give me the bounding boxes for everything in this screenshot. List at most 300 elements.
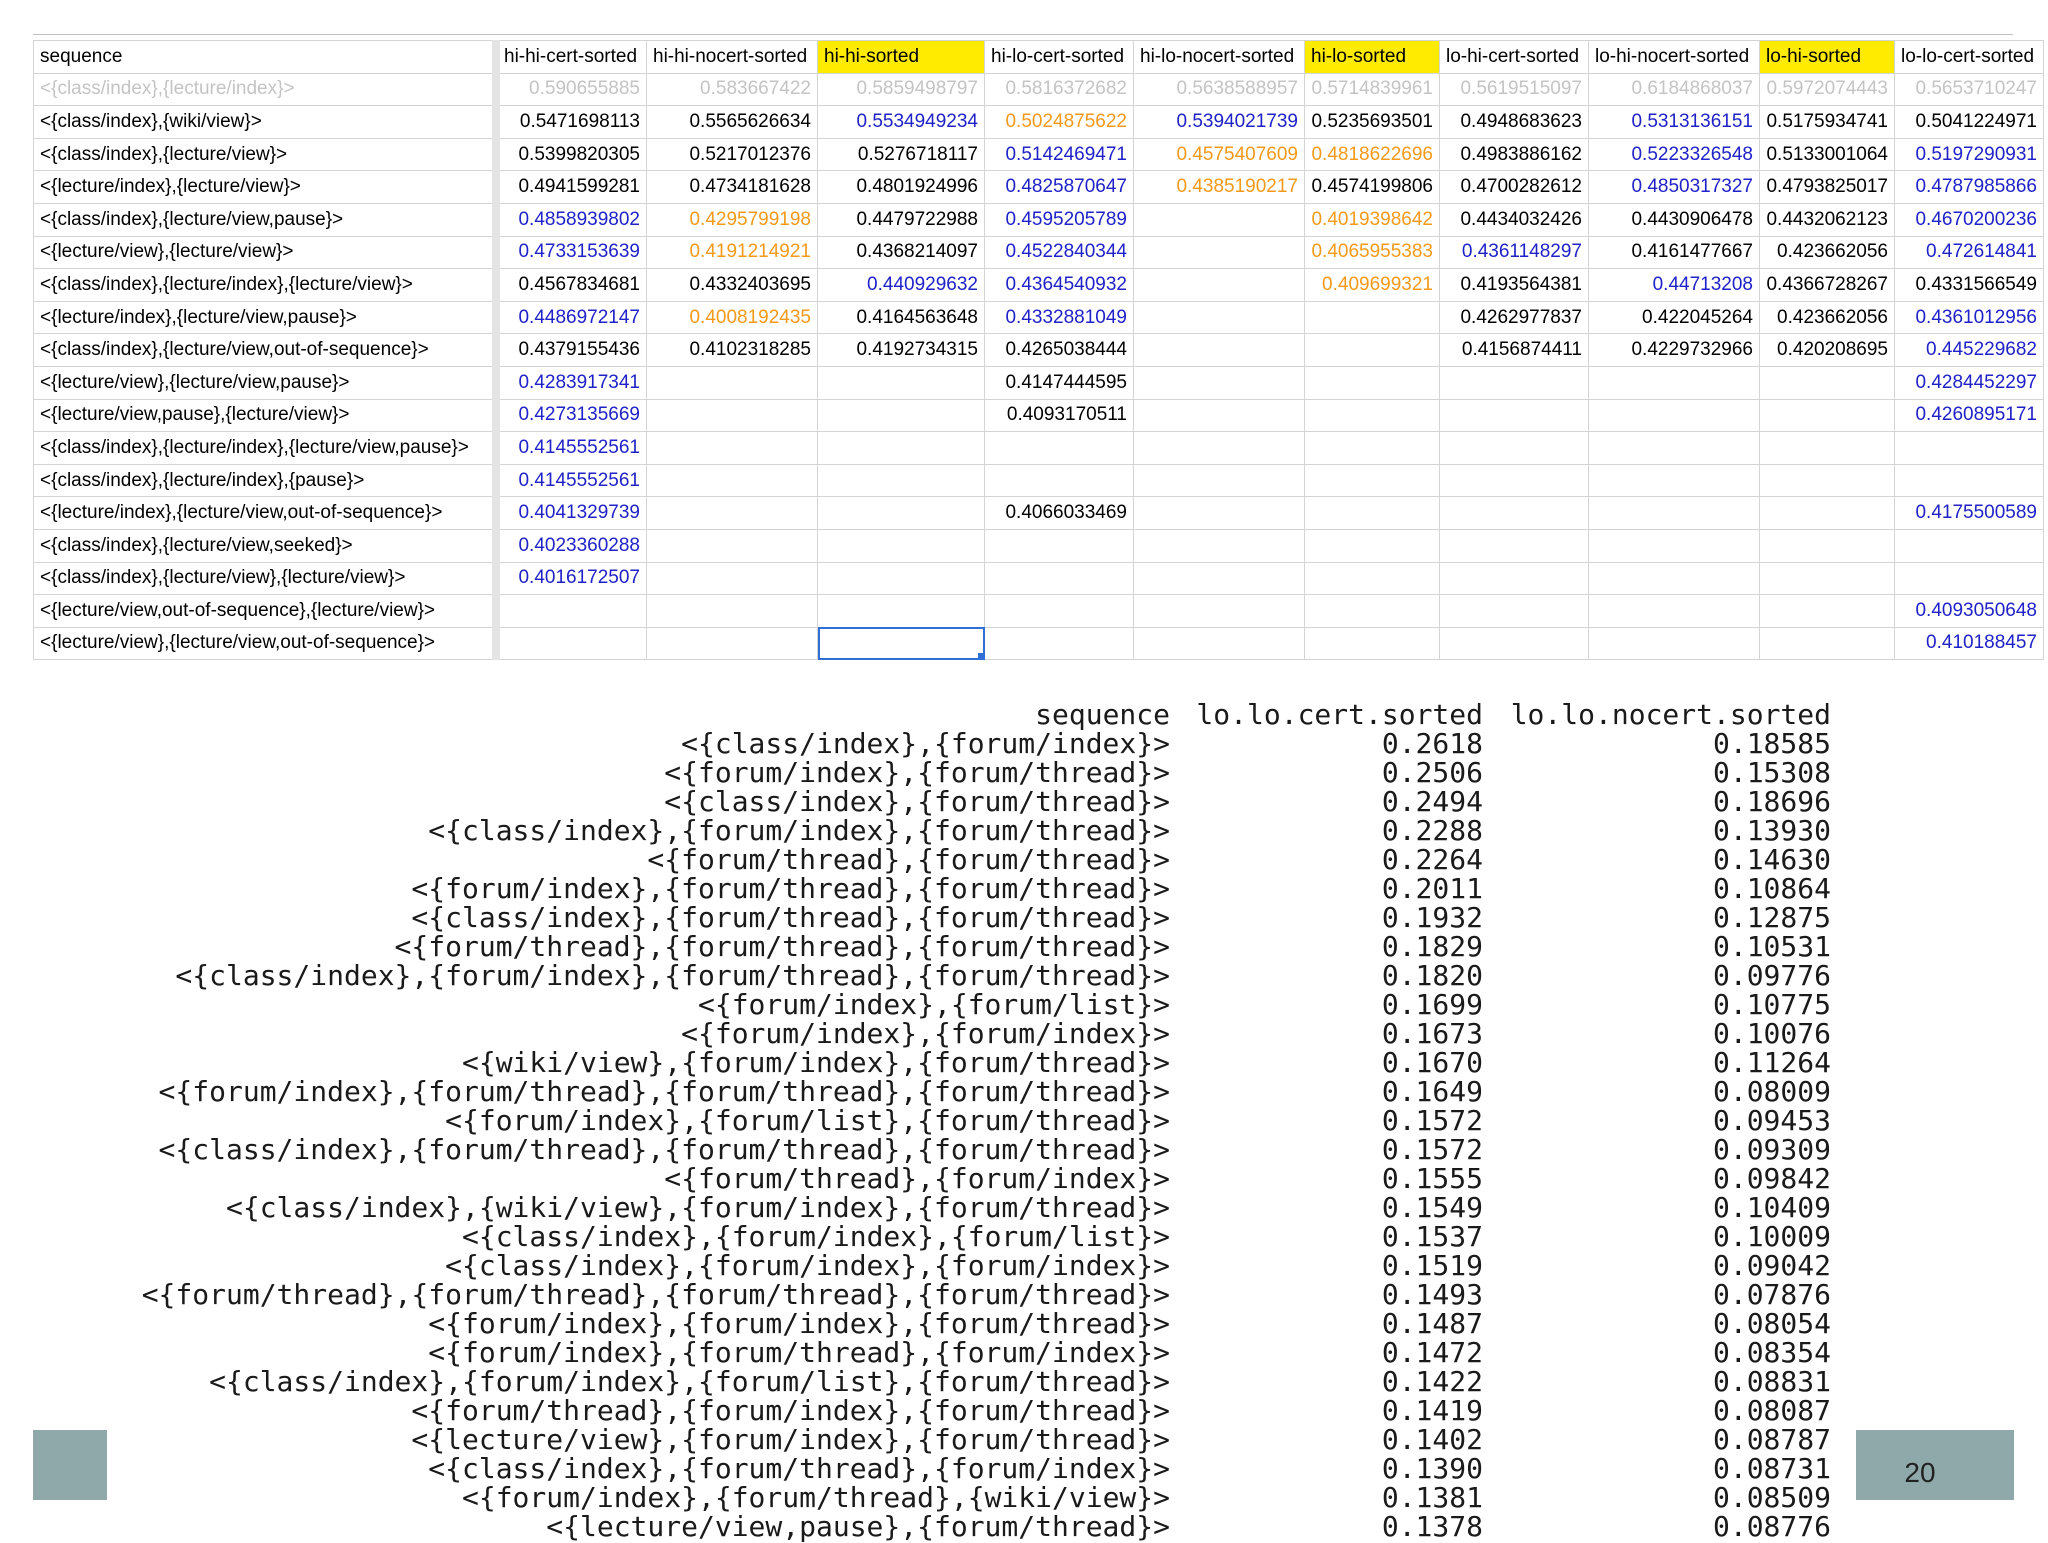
value-cell[interactable]: 0.4156874411 xyxy=(1440,334,1589,367)
value-cell[interactable]: 0.4948683623 xyxy=(1440,106,1589,139)
r-sequence: <{forum/thread},{forum/thread},{forum/thread}> xyxy=(394,930,1170,963)
r-value: 0.1932 xyxy=(1381,901,1483,934)
value-cell[interactable]: 0.5197290931 xyxy=(1895,138,2044,171)
value-cell[interactable]: 0.4191214921 xyxy=(647,236,818,269)
value-cell[interactable] xyxy=(1134,497,1305,530)
value-cell[interactable]: 0.5223326548 xyxy=(1589,138,1760,171)
value-cell[interactable] xyxy=(647,432,818,465)
value-cell[interactable] xyxy=(1134,432,1305,465)
value-cell[interactable] xyxy=(1134,595,1305,628)
value-cell[interactable] xyxy=(1134,334,1305,367)
sequence-cell[interactable]: <{lecture/index},{lecture/view,pause}> xyxy=(34,301,498,334)
value-cell[interactable] xyxy=(985,529,1134,562)
value-cell[interactable]: 0.4102318285 xyxy=(647,334,818,367)
value-cell[interactable] xyxy=(1440,399,1589,432)
value-cell[interactable]: 0.4093170511 xyxy=(985,399,1134,432)
value-cell[interactable] xyxy=(818,562,985,595)
sequence-cell[interactable]: <{lecture/view},{lecture/view,out-of-sequence}> xyxy=(34,627,498,660)
r-sequence: <{forum/index},{forum/list},{forum/thread}> xyxy=(445,1104,1170,1137)
value-cell[interactable] xyxy=(1440,627,1589,660)
r-value: 0.1572 xyxy=(1381,1133,1483,1166)
value-cell[interactable] xyxy=(1134,366,1305,399)
r-sequence: <{class/index},{forum/index},{forum/thread},{forum/thread}> xyxy=(175,959,1170,992)
value-cell[interactable]: 0.4273135669 xyxy=(498,399,647,432)
table-row xyxy=(34,432,2044,465)
r-output-row xyxy=(0,1048,2048,1077)
value-cell[interactable] xyxy=(1134,562,1305,595)
value-cell[interactable]: 0.5714839961 xyxy=(1305,73,1440,106)
value-cell[interactable]: 0.4983886162 xyxy=(1440,138,1589,171)
value-cell[interactable]: 0.4801924996 xyxy=(818,171,985,204)
table-row xyxy=(34,236,2044,269)
value-cell[interactable] xyxy=(1305,432,1440,465)
r-value: 0.1673 xyxy=(1381,1017,1483,1050)
r-sequence: <{forum/index},{forum/index},{forum/thread}> xyxy=(428,1307,1170,1340)
value-cell[interactable] xyxy=(1589,399,1760,432)
r-sequence: <{class/index},{forum/thread},{forum/index}> xyxy=(428,1452,1170,1485)
value-cell[interactable] xyxy=(1440,464,1589,497)
value-cell[interactable]: 0.5399820305 xyxy=(498,138,647,171)
sequence-cell[interactable]: <{lecture/view,pause},{lecture/view}> xyxy=(34,399,498,432)
r-output-row xyxy=(0,961,2048,990)
value-cell[interactable]: 0.4023360288 xyxy=(498,529,647,562)
value-cell[interactable]: 0.5217012376 xyxy=(647,138,818,171)
value-cell[interactable]: 0.4283917341 xyxy=(498,366,647,399)
value-cell[interactable]: 0.4265038444 xyxy=(985,334,1134,367)
value-cell[interactable] xyxy=(1895,432,2044,465)
r-value: 0.1419 xyxy=(1381,1394,1483,1427)
value-cell[interactable]: 0.440929632 xyxy=(818,269,985,302)
value-cell[interactable] xyxy=(818,399,985,432)
r-output-row xyxy=(0,845,2048,874)
r-sequence: <{class/index},{wiki/view},{forum/index},{forum/thread}> xyxy=(225,1191,1170,1224)
value-cell[interactable]: 0.5175934741 xyxy=(1760,106,1895,139)
value-cell[interactable]: 0.4161477667 xyxy=(1589,236,1760,269)
r-value: 0.2011 xyxy=(1381,872,1483,905)
r-sequence: <{wiki/view},{forum/index},{forum/thread}> xyxy=(461,1046,1170,1079)
table-row xyxy=(34,529,2044,562)
value-cell[interactable]: 0.4019398642 xyxy=(1305,203,1440,236)
value-cell[interactable]: 0.4379155436 xyxy=(498,334,647,367)
r-value: 0.08354 xyxy=(1712,1336,1831,1369)
table-row xyxy=(34,138,2044,171)
value-cell[interactable] xyxy=(1440,432,1589,465)
value-cell[interactable] xyxy=(1440,366,1589,399)
r-output-row xyxy=(0,1396,2048,1425)
value-cell[interactable]: 0.410188457 xyxy=(1895,627,2044,660)
value-cell[interactable] xyxy=(1760,464,1895,497)
value-cell[interactable]: 0.422045264 xyxy=(1589,301,1760,334)
value-cell[interactable]: 0.5653710247 xyxy=(1895,73,2044,106)
column-header[interactable]: lo-hi-sorted xyxy=(1760,41,1895,74)
value-cell[interactable]: 0.4825870647 xyxy=(985,171,1134,204)
r-value: 0.1572 xyxy=(1381,1104,1483,1137)
sequence-cell[interactable]: <{class/index},{lecture/view,seeked}> xyxy=(34,529,498,562)
r-output-row xyxy=(0,1280,2048,1309)
table-row xyxy=(34,497,2044,530)
table-row xyxy=(34,627,2044,660)
value-cell[interactable] xyxy=(818,432,985,465)
value-cell[interactable] xyxy=(647,464,818,497)
value-cell[interactable]: 0.4361148297 xyxy=(1440,236,1589,269)
value-cell[interactable] xyxy=(818,464,985,497)
value-cell[interactable]: 0.5859498797 xyxy=(818,73,985,106)
r-column-header: sequence xyxy=(1035,698,1170,731)
sequence-cell[interactable]: <{class/index},{lecture/index},{lecture/view,pause}> xyxy=(34,432,498,465)
r-value: 0.09309 xyxy=(1712,1133,1831,1166)
value-cell[interactable] xyxy=(985,627,1134,660)
value-cell[interactable]: 0.4164563648 xyxy=(818,301,985,334)
value-cell[interactable]: 0.409699321 xyxy=(1305,269,1440,302)
r-value: 0.10009 xyxy=(1712,1220,1831,1253)
value-cell[interactable]: 0.4670200236 xyxy=(1895,203,2044,236)
value-cell[interactable]: 0.5565626634 xyxy=(647,106,818,139)
value-cell[interactable]: 0.590655885 xyxy=(498,73,647,106)
value-cell[interactable]: 0.4332881049 xyxy=(985,301,1134,334)
header-row xyxy=(34,41,2044,74)
r-sequence: <{class/index},{forum/index},{forum/list}> xyxy=(461,1220,1170,1253)
frozen-column-divider xyxy=(492,40,500,660)
value-cell[interactable] xyxy=(1305,595,1440,628)
r-value: 0.08776 xyxy=(1712,1510,1831,1543)
value-cell[interactable]: 0.472614841 xyxy=(1895,236,2044,269)
value-cell[interactable]: 0.4364540932 xyxy=(985,269,1134,302)
column-header[interactable]: hi-lo-nocert-sorted xyxy=(1134,41,1305,74)
spreadsheet-table xyxy=(33,40,2044,660)
r-sequence: <{class/index},{forum/index}> xyxy=(681,727,1170,760)
value-cell[interactable] xyxy=(1305,399,1440,432)
value-cell[interactable]: 0.5816372682 xyxy=(985,73,1134,106)
value-cell[interactable]: 0.423662056 xyxy=(1760,301,1895,334)
sequence-cell[interactable]: <{lecture/view,out-of-sequence},{lecture/view}> xyxy=(34,595,498,628)
r-sequence: <{forum/index},{forum/thread},{forum/thread},{forum/thread}> xyxy=(158,1075,1170,1108)
value-cell[interactable] xyxy=(1440,497,1589,530)
value-cell[interactable] xyxy=(647,366,818,399)
value-cell[interactable]: 0.4787985866 xyxy=(1895,171,2044,204)
sequence-cell[interactable]: <{lecture/view},{lecture/view}> xyxy=(34,236,498,269)
r-output-row xyxy=(0,1454,2048,1483)
value-cell[interactable]: 0.5276718117 xyxy=(818,138,985,171)
value-cell[interactable] xyxy=(1440,595,1589,628)
r-sequence: <{forum/index},{forum/index}> xyxy=(681,1017,1170,1050)
r-output-row xyxy=(0,1512,2048,1541)
r-value: 0.08831 xyxy=(1712,1365,1831,1398)
value-cell[interactable] xyxy=(1440,562,1589,595)
r-value: 0.08787 xyxy=(1712,1423,1831,1456)
column-header[interactable]: sequence xyxy=(34,41,498,74)
value-cell[interactable] xyxy=(1760,627,1895,660)
value-cell[interactable] xyxy=(647,562,818,595)
value-cell[interactable]: 0.5133001064 xyxy=(1760,138,1895,171)
value-cell[interactable]: 0.4941599281 xyxy=(498,171,647,204)
value-cell[interactable]: 0.6184868037 xyxy=(1589,73,1760,106)
value-cell[interactable]: 0.4147444595 xyxy=(985,366,1134,399)
value-cell[interactable]: 0.4295799198 xyxy=(647,203,818,236)
value-cell[interactable] xyxy=(1305,464,1440,497)
value-cell[interactable] xyxy=(647,595,818,628)
value-cell[interactable]: 0.4733153639 xyxy=(498,236,647,269)
table-row xyxy=(34,464,2044,497)
value-cell[interactable]: 0.5394021739 xyxy=(1134,106,1305,139)
value-cell[interactable]: 0.4016172507 xyxy=(498,562,647,595)
value-cell[interactable]: 0.423662056 xyxy=(1760,236,1895,269)
r-value: 0.1670 xyxy=(1381,1046,1483,1079)
value-cell[interactable]: 0.4008192435 xyxy=(647,301,818,334)
value-cell[interactable] xyxy=(818,595,985,628)
r-value: 0.1649 xyxy=(1381,1075,1483,1108)
value-cell[interactable] xyxy=(1760,529,1895,562)
value-cell[interactable] xyxy=(1305,334,1440,367)
sequence-cell[interactable]: <{class/index},{lecture/view,pause}> xyxy=(34,203,498,236)
table-row xyxy=(34,366,2044,399)
value-cell[interactable] xyxy=(1589,497,1760,530)
value-cell[interactable]: 0.4432062123 xyxy=(1760,203,1895,236)
r-value: 0.1829 xyxy=(1381,930,1483,963)
r-value: 0.09453 xyxy=(1712,1104,1831,1137)
value-cell[interactable] xyxy=(1895,562,2044,595)
value-cell[interactable] xyxy=(498,627,647,660)
value-cell[interactable]: 0.4434032426 xyxy=(1440,203,1589,236)
r-value: 0.1549 xyxy=(1381,1191,1483,1224)
value-cell[interactable] xyxy=(1760,595,1895,628)
value-cell[interactable] xyxy=(1305,366,1440,399)
value-cell[interactable] xyxy=(985,562,1134,595)
value-cell[interactable]: 0.5024875622 xyxy=(985,106,1134,139)
value-cell[interactable]: 0.4262977837 xyxy=(1440,301,1589,334)
value-cell[interactable]: 0.4284452297 xyxy=(1895,366,2044,399)
value-cell[interactable] xyxy=(985,464,1134,497)
r-value: 0.10076 xyxy=(1712,1017,1831,1050)
value-cell[interactable] xyxy=(1589,562,1760,595)
r-value: 0.1378 xyxy=(1381,1510,1483,1543)
value-cell[interactable] xyxy=(498,595,647,628)
table-row xyxy=(34,269,2044,302)
value-cell[interactable]: 0.4331566549 xyxy=(1895,269,2044,302)
value-cell[interactable] xyxy=(985,595,1134,628)
value-cell[interactable] xyxy=(1440,529,1589,562)
value-cell[interactable]: 0.4145552561 xyxy=(498,432,647,465)
value-cell[interactable] xyxy=(1134,301,1305,334)
value-cell[interactable] xyxy=(818,529,985,562)
column-header[interactable]: hi-lo-sorted xyxy=(1305,41,1440,74)
value-cell[interactable]: 0.4093050648 xyxy=(1895,595,2044,628)
sequence-cell[interactable]: <{class/index},{lecture/view},{lecture/view}> xyxy=(34,562,498,595)
value-cell[interactable]: 0.4066033469 xyxy=(985,497,1134,530)
value-cell[interactable]: 0.4575407609 xyxy=(1134,138,1305,171)
value-cell[interactable]: 0.4567834681 xyxy=(498,269,647,302)
sequence-cell[interactable]: <{lecture/index},{lecture/view,out-of-sequence}> xyxy=(34,497,498,530)
value-cell[interactable]: 0.4850317327 xyxy=(1589,171,1760,204)
r-value: 0.08731 xyxy=(1712,1452,1831,1485)
value-cell[interactable] xyxy=(1589,529,1760,562)
value-cell[interactable] xyxy=(1305,562,1440,595)
sequence-cell[interactable]: <{class/index},{wiki/view}> xyxy=(34,106,498,139)
r-value: 0.1519 xyxy=(1381,1249,1483,1282)
value-cell[interactable]: 0.4332403695 xyxy=(647,269,818,302)
value-cell[interactable]: 0.4700282612 xyxy=(1440,171,1589,204)
value-cell[interactable]: 0.4229732966 xyxy=(1589,334,1760,367)
r-value: 0.10775 xyxy=(1712,988,1831,1021)
value-cell[interactable] xyxy=(1589,595,1760,628)
table-row xyxy=(34,203,2044,236)
value-cell[interactable] xyxy=(1134,203,1305,236)
value-cell[interactable] xyxy=(1134,269,1305,302)
r-output-row xyxy=(0,1106,2048,1135)
value-cell[interactable] xyxy=(1895,529,2044,562)
r-column-header: lo.lo.cert.sorted xyxy=(1196,698,1483,731)
value-cell[interactable] xyxy=(647,497,818,530)
value-cell[interactable]: 0.4041329739 xyxy=(498,497,647,530)
slide-page-number: 20 xyxy=(1904,1457,1936,1488)
value-cell[interactable]: 0.4145552561 xyxy=(498,464,647,497)
r-sequence: <{forum/index},{forum/list}> xyxy=(697,988,1170,1021)
value-cell[interactable]: 0.4858939802 xyxy=(498,203,647,236)
r-output-row xyxy=(0,758,2048,787)
column-header[interactable]: hi-lo-cert-sorted xyxy=(985,41,1134,74)
r-sequence: <{class/index},{forum/index},{forum/thread}> xyxy=(428,814,1170,847)
value-cell[interactable]: 0.5142469471 xyxy=(985,138,1134,171)
value-cell[interactable] xyxy=(818,366,985,399)
r-value: 0.1402 xyxy=(1381,1423,1483,1456)
value-cell[interactable]: 0.4522840344 xyxy=(985,236,1134,269)
column-header[interactable]: hi-hi-nocert-sorted xyxy=(647,41,818,74)
value-cell[interactable]: 0.4361012956 xyxy=(1895,301,2044,334)
r-value: 0.1390 xyxy=(1381,1452,1483,1485)
value-cell[interactable]: 0.4192734315 xyxy=(818,334,985,367)
value-cell[interactable]: 0.44713208 xyxy=(1589,269,1760,302)
value-cell[interactable] xyxy=(818,627,985,660)
r-value: 0.2618 xyxy=(1381,727,1483,760)
sequence-cell[interactable]: <{class/index},{lecture/view}> xyxy=(34,138,498,171)
value-cell[interactable]: 0.5471698113 xyxy=(498,106,647,139)
value-cell[interactable]: 0.5638588957 xyxy=(1134,73,1305,106)
value-cell[interactable]: 0.5619515097 xyxy=(1440,73,1589,106)
value-cell[interactable]: 0.4595205789 xyxy=(985,203,1134,236)
r-header-row xyxy=(0,700,2048,729)
value-cell[interactable] xyxy=(1134,236,1305,269)
value-cell[interactable]: 0.4193564381 xyxy=(1440,269,1589,302)
value-cell[interactable] xyxy=(1134,529,1305,562)
r-value: 0.1472 xyxy=(1381,1336,1483,1369)
r-sequence: <{forum/thread},{forum/thread}> xyxy=(647,843,1170,876)
value-cell[interactable]: 0.5235693501 xyxy=(1305,106,1440,139)
value-cell[interactable]: 0.4430906478 xyxy=(1589,203,1760,236)
r-value: 0.08054 xyxy=(1712,1307,1831,1340)
sequence-cell[interactable]: <{class/index},{lecture/index}> xyxy=(34,73,498,106)
sequence-cell[interactable]: <{class/index},{lecture/view,out-of-sequence}> xyxy=(34,334,498,367)
column-header[interactable]: hi-hi-sorted xyxy=(818,41,985,74)
value-cell[interactable] xyxy=(1589,366,1760,399)
r-output-row xyxy=(0,874,2048,903)
value-cell[interactable] xyxy=(818,497,985,530)
value-cell[interactable] xyxy=(647,627,818,660)
spreadsheet-top-border xyxy=(33,34,2013,39)
r-sequence: <{lecture/view,pause},{forum/thread}> xyxy=(546,1510,1170,1543)
table-row xyxy=(34,301,2044,334)
r-value: 0.15308 xyxy=(1712,756,1831,789)
value-cell[interactable]: 0.583667422 xyxy=(647,73,818,106)
sequence-cell[interactable]: <{class/index},{lecture/index},{pause}> xyxy=(34,464,498,497)
table-row xyxy=(34,334,2044,367)
r-output-row xyxy=(0,932,2048,961)
sequence-cell[interactable]: <{lecture/index},{lecture/view}> xyxy=(34,171,498,204)
value-cell[interactable]: 0.5313136151 xyxy=(1589,106,1760,139)
r-value: 0.2264 xyxy=(1381,843,1483,876)
r-output-row xyxy=(0,1251,2048,1280)
value-cell[interactable] xyxy=(1305,301,1440,334)
r-output-row xyxy=(0,729,2048,758)
r-value: 0.12875 xyxy=(1712,901,1831,934)
value-cell[interactable] xyxy=(1305,529,1440,562)
column-header[interactable]: lo-hi-nocert-sorted xyxy=(1589,41,1760,74)
r-value: 0.08009 xyxy=(1712,1075,1831,1108)
column-header[interactable]: hi-hi-cert-sorted xyxy=(498,41,647,74)
sequence-cell[interactable]: <{class/index},{lecture/index},{lecture/view}> xyxy=(34,269,498,302)
value-cell[interactable] xyxy=(1895,464,2044,497)
value-cell[interactable]: 0.4818622696 xyxy=(1305,138,1440,171)
value-cell[interactable] xyxy=(985,432,1134,465)
r-value: 0.1381 xyxy=(1381,1481,1483,1514)
value-cell[interactable] xyxy=(647,399,818,432)
r-output-row xyxy=(0,1019,2048,1048)
value-cell[interactable]: 0.4175500589 xyxy=(1895,497,2044,530)
value-cell[interactable]: 0.4734181628 xyxy=(647,171,818,204)
r-value: 0.1493 xyxy=(1381,1278,1483,1311)
column-header[interactable]: lo-hi-cert-sorted xyxy=(1440,41,1589,74)
value-cell[interactable] xyxy=(647,529,818,562)
value-cell[interactable]: 0.420208695 xyxy=(1760,334,1895,367)
value-cell[interactable]: 0.4368214097 xyxy=(818,236,985,269)
r-sequence: <{forum/thread},{forum/thread},{forum/thread},{forum/thread}> xyxy=(141,1278,1170,1311)
value-cell[interactable]: 0.4366728267 xyxy=(1760,269,1895,302)
value-cell[interactable]: 0.4260895171 xyxy=(1895,399,2044,432)
value-cell[interactable] xyxy=(1760,562,1895,595)
value-cell[interactable] xyxy=(1305,497,1440,530)
column-header[interactable]: lo-lo-cert-sorted xyxy=(1895,41,2044,74)
value-cell[interactable]: 0.4793825017 xyxy=(1760,171,1895,204)
value-cell[interactable] xyxy=(1760,497,1895,530)
value-cell[interactable] xyxy=(1760,366,1895,399)
value-cell[interactable] xyxy=(1760,399,1895,432)
value-cell[interactable] xyxy=(1760,432,1895,465)
value-cell[interactable] xyxy=(1305,627,1440,660)
value-cell[interactable]: 0.4065955383 xyxy=(1305,236,1440,269)
value-cell[interactable] xyxy=(1134,399,1305,432)
value-cell[interactable] xyxy=(1134,627,1305,660)
value-cell[interactable]: 0.4385190217 xyxy=(1134,171,1305,204)
value-cell[interactable]: 0.5041224971 xyxy=(1895,106,2044,139)
value-cell[interactable]: 0.4479722988 xyxy=(818,203,985,236)
r-sequence: <{forum/thread},{forum/index},{forum/thread}> xyxy=(411,1394,1170,1427)
value-cell[interactable] xyxy=(1589,627,1760,660)
r-sequence: <{class/index},{forum/thread}> xyxy=(664,785,1170,818)
r-sequence: <{class/index},{forum/index},{forum/index}> xyxy=(445,1249,1170,1282)
value-cell[interactable] xyxy=(1589,432,1760,465)
r-value: 0.09776 xyxy=(1712,959,1831,992)
value-cell[interactable] xyxy=(1134,464,1305,497)
value-cell[interactable]: 0.5534949234 xyxy=(818,106,985,139)
sequence-cell[interactable]: <{lecture/view},{lecture/view,pause}> xyxy=(34,366,498,399)
spreadsheet[interactable] xyxy=(33,40,2048,660)
r-value: 0.10864 xyxy=(1712,872,1831,905)
value-cell[interactable]: 0.4574199806 xyxy=(1305,171,1440,204)
r-value: 0.18585 xyxy=(1712,727,1831,760)
value-cell[interactable]: 0.445229682 xyxy=(1895,334,2044,367)
value-cell[interactable]: 0.5972074443 xyxy=(1760,73,1895,106)
value-cell[interactable]: 0.4486972147 xyxy=(498,301,647,334)
value-cell[interactable] xyxy=(1589,464,1760,497)
r-value: 0.09042 xyxy=(1712,1249,1831,1282)
